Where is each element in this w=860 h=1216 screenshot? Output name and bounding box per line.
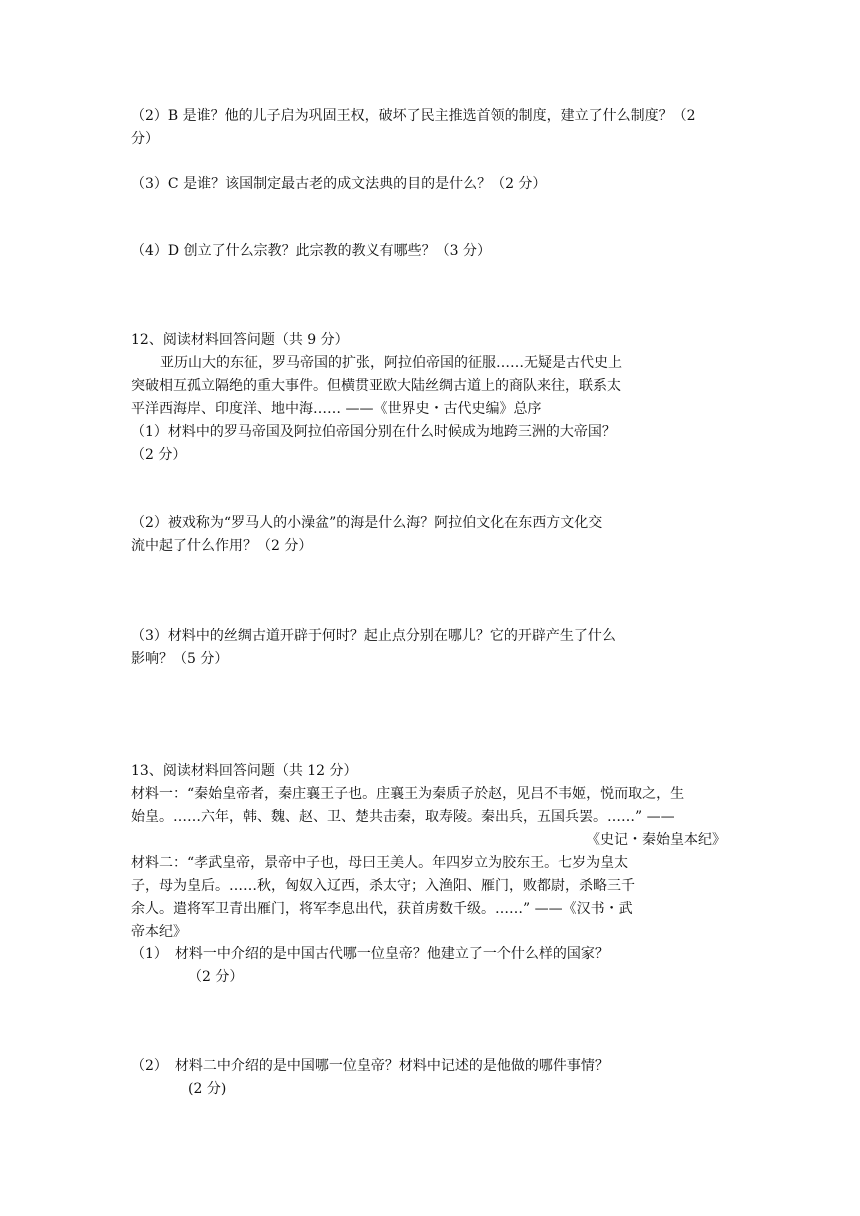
q12-material-line1: 亚历山大的东征，罗马帝国的扩张，阿拉伯帝国的征服……无疑是古代史上 (160, 355, 622, 371)
q13-question2-line1: （2） 材料二中介绍的是中国哪一位皇帝？材料中记述的是他做的哪件事情？ (131, 1058, 609, 1074)
q13-heading: 13、阅读材料回答问题（共 12 分） (131, 763, 358, 779)
q13-material1-line1: 材料一：“秦始皇帝者，秦庄襄王子也。庄襄王为秦质子於赵，见吕不韦姬，悦而取之，生 (131, 786, 685, 802)
q13-material2-line2: 子，母为皇后。……秋，匈奴入辽西，杀太守；入渔阳、雁门，败都尉，杀略三千 (131, 878, 635, 894)
q12-heading: 12、阅读材料回答问题（共 9 分） (131, 332, 349, 348)
q13-material2-line1: 材料二：“孝武皇帝，景帝中子也，母曰王美人。年四岁立为胶东王。七岁为皇太 (131, 855, 629, 871)
q11-part3: （3）C 是谁？该国制定最古老的成文法典的目的是什么？（2 分） (131, 176, 547, 192)
q13-material1-line2: 始皇。……六年，韩、魏、赵、卫、楚共击秦，取寿陵。秦出兵，五国兵罢。……” —— (131, 809, 675, 825)
q11-part2-line1: （2）B 是谁？他的儿子启为巩固王权，破坏了民主推选首领的制度，建立了什么制度？（2 (131, 108, 696, 124)
q11-part2-line2: 分） (131, 131, 159, 147)
q13-material2-line4: 帝本纪》 (131, 924, 187, 940)
q11-part4: （4）D 创立了什么宗教？此宗教的教义有哪些？（3 分） (131, 243, 491, 259)
q13-material2-line3: 余人。遣将军卫青出雁门，将军李息出代，获首虏数千级。……” ——《汉书・武 (131, 901, 633, 917)
q12-question1-line2: （2 分） (131, 447, 187, 463)
q13-question1-line1: （1） 材料一中介绍的是中国古代哪一位皇帝？他建立了一个什么样的国家？ (131, 946, 609, 962)
q12-question1-line1: （1）材料中的罗马帝国及阿拉伯帝国分别在什么时候成为地跨三洲的大帝国？ (131, 424, 616, 440)
q12-material-line2: 突破相互孤立隔绝的重大事件。但横贯亚欧大陆丝绸古道上的商队来往，联系太 (131, 378, 621, 394)
q13-question2-line2: (2 分) (188, 1081, 227, 1097)
q13-material1-source: 《史记・秦始皇本纪》 (586, 832, 726, 848)
q13-question1-line2: （2 分） (188, 969, 244, 985)
q12-question3-line2: 影响？（5 分） (131, 651, 229, 667)
q12-question2-line2: 流中起了什么作用？（2 分） (131, 538, 313, 554)
q12-material-line3: 平洋西海岸、印度洋、地中海…… ——《世界史・古代史编》总序 (131, 401, 542, 417)
q12-question2-line1: （2）被戏称为“罗马人的小澡盆”的海是什么海？阿拉伯文化在东西方文化交 (131, 515, 603, 531)
q12-question3-line1: （3）材料中的丝绸古道开辟于何时？起止点分别在哪儿？它的开辟产生了什么 (131, 628, 616, 644)
